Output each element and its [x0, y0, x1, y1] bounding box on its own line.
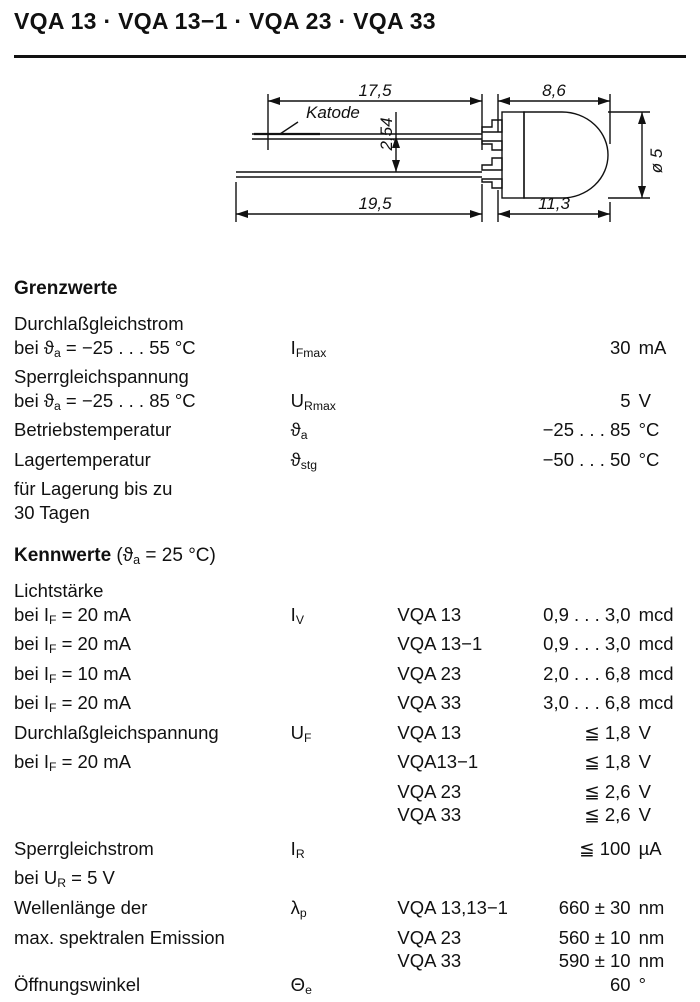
table-row: [14, 632, 686, 662]
row-value: 0,9 . . . 3,0: [543, 633, 631, 655]
row-condition: [14, 632, 291, 662]
table-row: [14, 603, 686, 633]
cond-sub: F: [48, 671, 57, 686]
row-desc: Sperrgleichstrom: [14, 837, 154, 859]
row-type: VQA 13: [397, 721, 462, 743]
table-row: [14, 837, 686, 867]
row-condition: [14, 603, 291, 633]
sym-sub: e: [305, 982, 312, 997]
cond-sub: F: [48, 701, 57, 716]
row-type: VQA 23: [397, 780, 462, 802]
row-desc: Sperrgleichspannung: [14, 366, 189, 388]
row-symbol: [291, 837, 398, 867]
row-value: 2,0 . . . 6,8: [543, 662, 631, 684]
row-symbol: [291, 389, 398, 419]
row-condition: [14, 662, 291, 692]
cond-sub: F: [48, 612, 57, 627]
row-value: 5: [620, 389, 631, 411]
dim-diameter: [608, 112, 650, 198]
sym-sub: Rmax: [304, 398, 336, 413]
cond-text: bei I: [14, 751, 49, 773]
dim-label-11-3: 11,3: [538, 194, 570, 213]
dim-label-2-54: 2,54: [377, 117, 396, 151]
dim-label-8-6: 8,6: [542, 81, 566, 100]
row-value: 60: [610, 973, 631, 995]
cond-sub: a: [53, 398, 61, 413]
katode-leader: [280, 122, 298, 134]
sym-sub: R: [295, 846, 305, 861]
row-symbol: [291, 973, 398, 1002]
table-row: [14, 418, 686, 448]
row-condition: [14, 691, 291, 721]
row-unit: °C: [638, 419, 660, 441]
row-type: VQA 33: [397, 692, 462, 714]
row-unit: nm: [638, 897, 665, 918]
sym-text: I: [290, 837, 296, 859]
row-type: VQA 33: [397, 804, 462, 826]
led-outline-drawing: [210, 72, 680, 257]
sym-text: ϑ: [290, 448, 301, 470]
cond-text: bei ϑ: [14, 336, 54, 358]
sym-sub: Fmax: [295, 345, 327, 360]
row-value: ≦ 2,6: [584, 804, 631, 826]
row-unit: nm: [638, 950, 665, 972]
row-desc: Durchlaßgleichstrom: [14, 313, 184, 334]
row-unit: V: [638, 780, 651, 802]
sym-sub: V: [295, 612, 304, 627]
cond-text: bei U: [14, 867, 58, 889]
page-title: VQA 13 · VQA 13−1 · VQA 23 · VQA 33: [14, 8, 436, 34]
led-body: [502, 112, 608, 198]
row-type: VQA 33: [397, 950, 462, 972]
table-row: [14, 866, 686, 896]
title-divider: [14, 55, 686, 58]
row-unit: mcd: [638, 692, 674, 714]
cond-text: bei I: [14, 603, 49, 625]
row-desc: Durchlaßgleichspannung: [14, 721, 219, 743]
table-row: [14, 803, 686, 827]
table-row: [14, 662, 686, 692]
row-unit: °C: [638, 448, 660, 470]
row-symbol: [291, 336, 398, 366]
row-condition: [14, 389, 291, 419]
row-desc: max. spektralen Emission: [14, 926, 225, 948]
row-value: −25 . . . 85: [542, 419, 631, 441]
sym-text: ϑ: [290, 419, 301, 441]
kennwerte-heading-text: Kennwerte: [14, 545, 112, 566]
row-condition: [14, 866, 294, 896]
table-row: [14, 312, 686, 336]
row-type: VQA 13: [397, 603, 462, 625]
sym-sub: a: [300, 428, 308, 443]
row-value: 30: [610, 336, 631, 358]
row-value: ≦ 2,6: [584, 780, 631, 802]
row-unit: µA: [638, 837, 662, 859]
table-row: [14, 721, 686, 751]
row-type: VQA 13−1: [397, 633, 483, 655]
table-row: [14, 949, 686, 973]
cond-rest: = 5 V: [66, 867, 115, 889]
table-row: [14, 780, 686, 804]
row-value: −50 . . . 50: [542, 448, 631, 470]
leads: [236, 134, 482, 177]
cond-rest: = 10 mA: [56, 662, 131, 684]
cond-rest: = 25 °C): [140, 545, 216, 566]
kennwerte-heading: [14, 545, 686, 567]
sym-sub: p: [299, 906, 307, 921]
cond-text: bei I: [14, 692, 49, 714]
dim-label-17-5: 17,5: [358, 81, 392, 100]
kennwerte-section: [14, 545, 686, 1002]
row-symbol: [291, 603, 398, 633]
row-desc: Lichtstärke: [14, 580, 104, 602]
storage-footnote-line2: 30 Tagen: [14, 501, 90, 523]
row-type: VQA 23: [397, 926, 462, 948]
dim-8-6: [498, 94, 610, 144]
table-row: [14, 365, 686, 389]
kennwerte-heading-condition: [116, 545, 215, 566]
lead-shoulders: [482, 120, 502, 188]
row-symbol: [291, 896, 398, 926]
cond-text: bei I: [14, 633, 49, 655]
row-value: ≦ 1,8: [584, 721, 631, 743]
cond-sub: F: [48, 642, 57, 657]
row-value: 0,9 . . . 3,0: [543, 603, 631, 625]
row-value: ≦ 1,8: [584, 751, 631, 773]
row-unit: mcd: [638, 662, 674, 684]
cond-rest: = 20 mA: [56, 603, 131, 625]
row-unit: V: [638, 751, 651, 773]
sym-text: U: [290, 721, 305, 743]
row-condition: [14, 336, 291, 366]
cond-text: bei ϑ: [14, 389, 54, 411]
row-unit: mcd: [638, 633, 674, 655]
sym-text: Θ: [290, 973, 306, 995]
grenzwerte-heading: Grenzwerte: [14, 278, 118, 299]
storage-footnote-line1: für Lagerung bis zu: [14, 478, 173, 500]
sym-sub: stg: [300, 457, 318, 472]
table-row: [14, 973, 686, 1002]
row-value: 3,0 . . . 6,8: [543, 692, 631, 714]
katode-label: Katode: [306, 103, 360, 122]
sym-sub: F: [304, 730, 312, 745]
cond-sub: a: [53, 345, 61, 360]
row-value: 660 ± 30: [558, 897, 631, 918]
cond-rest: = 20 mA: [56, 633, 131, 655]
row-unit: V: [638, 389, 651, 411]
table-row: [14, 691, 686, 721]
row-symbol: [291, 418, 398, 448]
cond-sub: R: [57, 876, 67, 891]
cond-text: (ϑ: [116, 545, 134, 566]
sym-text: I: [290, 603, 296, 625]
cond-rest: = 20 mA: [56, 751, 131, 773]
cond-sub: a: [133, 553, 141, 568]
row-value: ≦ 100: [579, 837, 631, 859]
row-desc: Lagertemperatur: [14, 448, 151, 470]
dim-label-diameter: ø 5: [647, 148, 666, 174]
table-row: [14, 750, 686, 780]
row-unit: °: [638, 973, 646, 995]
sym-text: U: [290, 389, 305, 411]
row-unit: mcd: [638, 603, 674, 625]
row-value: 560 ± 10: [558, 926, 631, 948]
row-value: 590 ± 10: [558, 950, 631, 972]
row-symbol: [291, 448, 398, 478]
row-desc: Betriebstemperatur: [14, 419, 172, 441]
table-row: [14, 926, 686, 950]
row-unit: V: [638, 721, 651, 743]
table-row: [14, 448, 686, 478]
row-symbol: [291, 721, 398, 751]
dim-17-5: [268, 94, 482, 150]
table-row: [14, 579, 686, 603]
table-row: [14, 336, 686, 366]
cond-rest: = −25 . . . 85 °C: [60, 389, 196, 411]
table-row: [14, 896, 686, 926]
sym-text: λ: [290, 897, 300, 918]
row-unit: nm: [638, 926, 665, 948]
cond-sub: F: [48, 760, 57, 775]
cond-rest: = −25 . . . 55 °C: [60, 336, 196, 358]
table-row: [14, 389, 686, 419]
row-condition: [14, 750, 291, 780]
row-type: VQA 23: [397, 662, 462, 684]
row-desc: Wellenlänge der: [14, 897, 148, 918]
row-type: VQA13−1: [397, 751, 479, 773]
dim-label-19-5: 19,5: [358, 194, 392, 213]
row-unit: V: [638, 804, 651, 826]
grenzwerte-section: [14, 278, 686, 524]
row-desc: Öffnungswinkel: [14, 973, 141, 995]
row-unit: mA: [638, 336, 667, 358]
sym-text: I: [290, 336, 296, 358]
cond-text: bei I: [14, 662, 49, 684]
row-type: VQA 13,13−1: [397, 897, 508, 918]
cond-rest: = 20 mA: [56, 692, 131, 714]
